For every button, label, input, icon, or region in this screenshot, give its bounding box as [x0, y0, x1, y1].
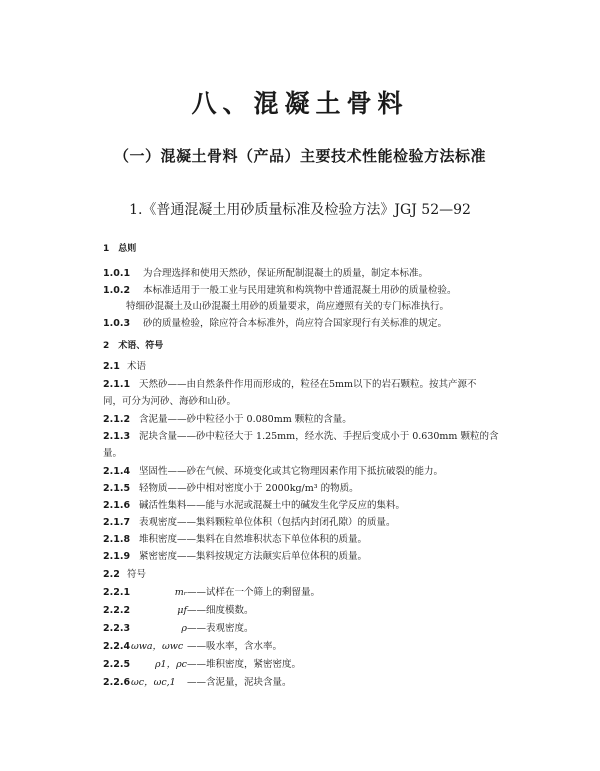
symbol-definition: ——表观密度。 [187, 623, 254, 634]
symbol: ωwa，ωwc [131, 641, 184, 652]
symbol-definition: ——吸水率，含水率。 [187, 641, 283, 652]
term-2-1-3 [103, 428, 498, 442]
term-2-1-9 [103, 548, 367, 562]
clause-text: 含泥量——砂中粒径小于 0.080mm 颗粒的含量。 [139, 414, 352, 425]
term-2-1-6 [103, 497, 405, 511]
clause-number: 2.2.6 [103, 677, 131, 688]
clause-number: 1.0.1 [103, 268, 131, 279]
clause-note: 特细砂混凝土及山砂混凝土用砂的质量要求，尚应遵照有关的专门标准执行。 [126, 301, 450, 312]
subsection-terms [103, 358, 146, 372]
clause-number: 2.1.5 [103, 483, 131, 494]
clause-1-0-2 [103, 282, 457, 296]
symbol-definition: ——细度模数。 [187, 605, 254, 616]
term-2-1-7 [103, 514, 396, 528]
clause-number: 2.1.9 [103, 551, 131, 562]
clause-text: 天然砂——由自然条件作用而形成的，粒径在5mm以下的岩石颗粒。按其产源不 [139, 379, 477, 390]
clause-number: 2.2.5 [103, 659, 131, 670]
term-2-1-2 [103, 411, 352, 425]
clause-number: 2.2.1 [103, 587, 131, 598]
symbol: ρ [181, 623, 187, 634]
clause-text: 碱活性集料——能与水泥或混凝土中的碱发生化学反应的集料。 [139, 500, 406, 511]
section-title: （一）混凝土骨料（产品）主要技术性能检验方法标准 [113, 147, 486, 165]
symbol-definition: ——试样在一个筛上的剩留量。 [187, 587, 321, 598]
clause-number: 2.1.4 [103, 466, 131, 477]
subsection-symbols [103, 566, 146, 580]
clause-number: 2.1.7 [103, 517, 131, 528]
clause-number: 2.2.3 [103, 623, 131, 634]
symbol-2-2-6 [103, 674, 292, 688]
symbol-2-2-1 [103, 584, 320, 598]
clause-1-0-3 [103, 315, 447, 329]
clause-number: 2.1.8 [103, 534, 131, 545]
term-2-1-5 [103, 480, 359, 494]
clause-text: 轻物质——砂中相对密度小于 2000kg/m³ 的物质。 [139, 483, 359, 494]
clause-text: 堆积密度——集料在自然堆积状态下单位体积的质量。 [139, 534, 368, 545]
section-label: 术语 [127, 361, 147, 372]
clause-text: 本标准适用于一般工业与民用建筑和构筑物中普通混凝土用砂的质量检验。 [143, 285, 457, 296]
symbol-2-2-2 [103, 602, 254, 616]
section-number: 2.2 [103, 569, 120, 580]
clause-number: 2.1.6 [103, 500, 131, 511]
clause-text: 为合理选择和使用天然砂，保证所配制混凝土的质量，制定本标准。 [143, 268, 429, 279]
symbol-definition: ——堆积密度，紧密密度。 [187, 659, 302, 670]
clause-number: 1.0.3 [103, 318, 131, 329]
clause-text: 表观密度——集料颗粒单位体积（包括内封闭孔隙）的质量。 [139, 517, 396, 528]
symbol: ωc，ωc,1 [131, 677, 176, 688]
symbol: μf [177, 605, 187, 616]
term-2-1-1-continued: 同，可分为河砂、海砂和山砂。 [103, 396, 237, 407]
symbol-2-2-4 [103, 638, 282, 652]
symbol: ρ1，ρc [154, 659, 187, 670]
chapter-title: 八、混凝土骨料 [191, 89, 409, 118]
clause-number: 2.2.4 [103, 641, 131, 652]
term-2-1-8 [103, 531, 367, 545]
clause-number: 2.1.3 [103, 431, 131, 442]
clause-number: 1.0.2 [103, 285, 131, 296]
clause-1-0-1 [103, 265, 428, 279]
term-2-1-4 [103, 463, 443, 477]
clause-number: 2.1.1 [103, 379, 131, 390]
term-2-1-3-continued: 量。 [103, 448, 123, 459]
clause-text: 泥块含量——砂中粒径大于 1.25mm，经水洗、手捏后变成小于 0.630mm 颗粒的含 [139, 431, 499, 442]
term-2-1-1 [103, 376, 477, 390]
section-number: 2.1 [103, 361, 120, 372]
section-label: 符号 [127, 569, 147, 580]
clause-text: 坚固性——砂在气候、环境变化或其它物理因素作用下抵抗破裂的能力。 [139, 466, 444, 477]
heading-general: 1 总则 [103, 244, 137, 254]
clause-number: 2.2.2 [103, 605, 131, 616]
clause-text: 砂的质量检验，除应符合本标准外，尚应符合国家现行有关标准的规定。 [143, 318, 448, 329]
symbol-2-2-3 [103, 620, 254, 634]
heading-terms-symbols: 2 术语、符号 [103, 341, 164, 351]
symbol-2-2-5 [103, 656, 301, 670]
standard-title: 1.《普通混凝土用砂质量标准及检验方法》JGJ 52—92 [129, 202, 471, 218]
symbol-definition: ——含泥量，泥块含量。 [187, 677, 292, 688]
symbol: mᵣ [174, 587, 187, 598]
clause-number: 2.1.2 [103, 414, 131, 425]
clause-text: 紧密密度——集料按规定方法颠实后单位体积的质量。 [139, 551, 368, 562]
